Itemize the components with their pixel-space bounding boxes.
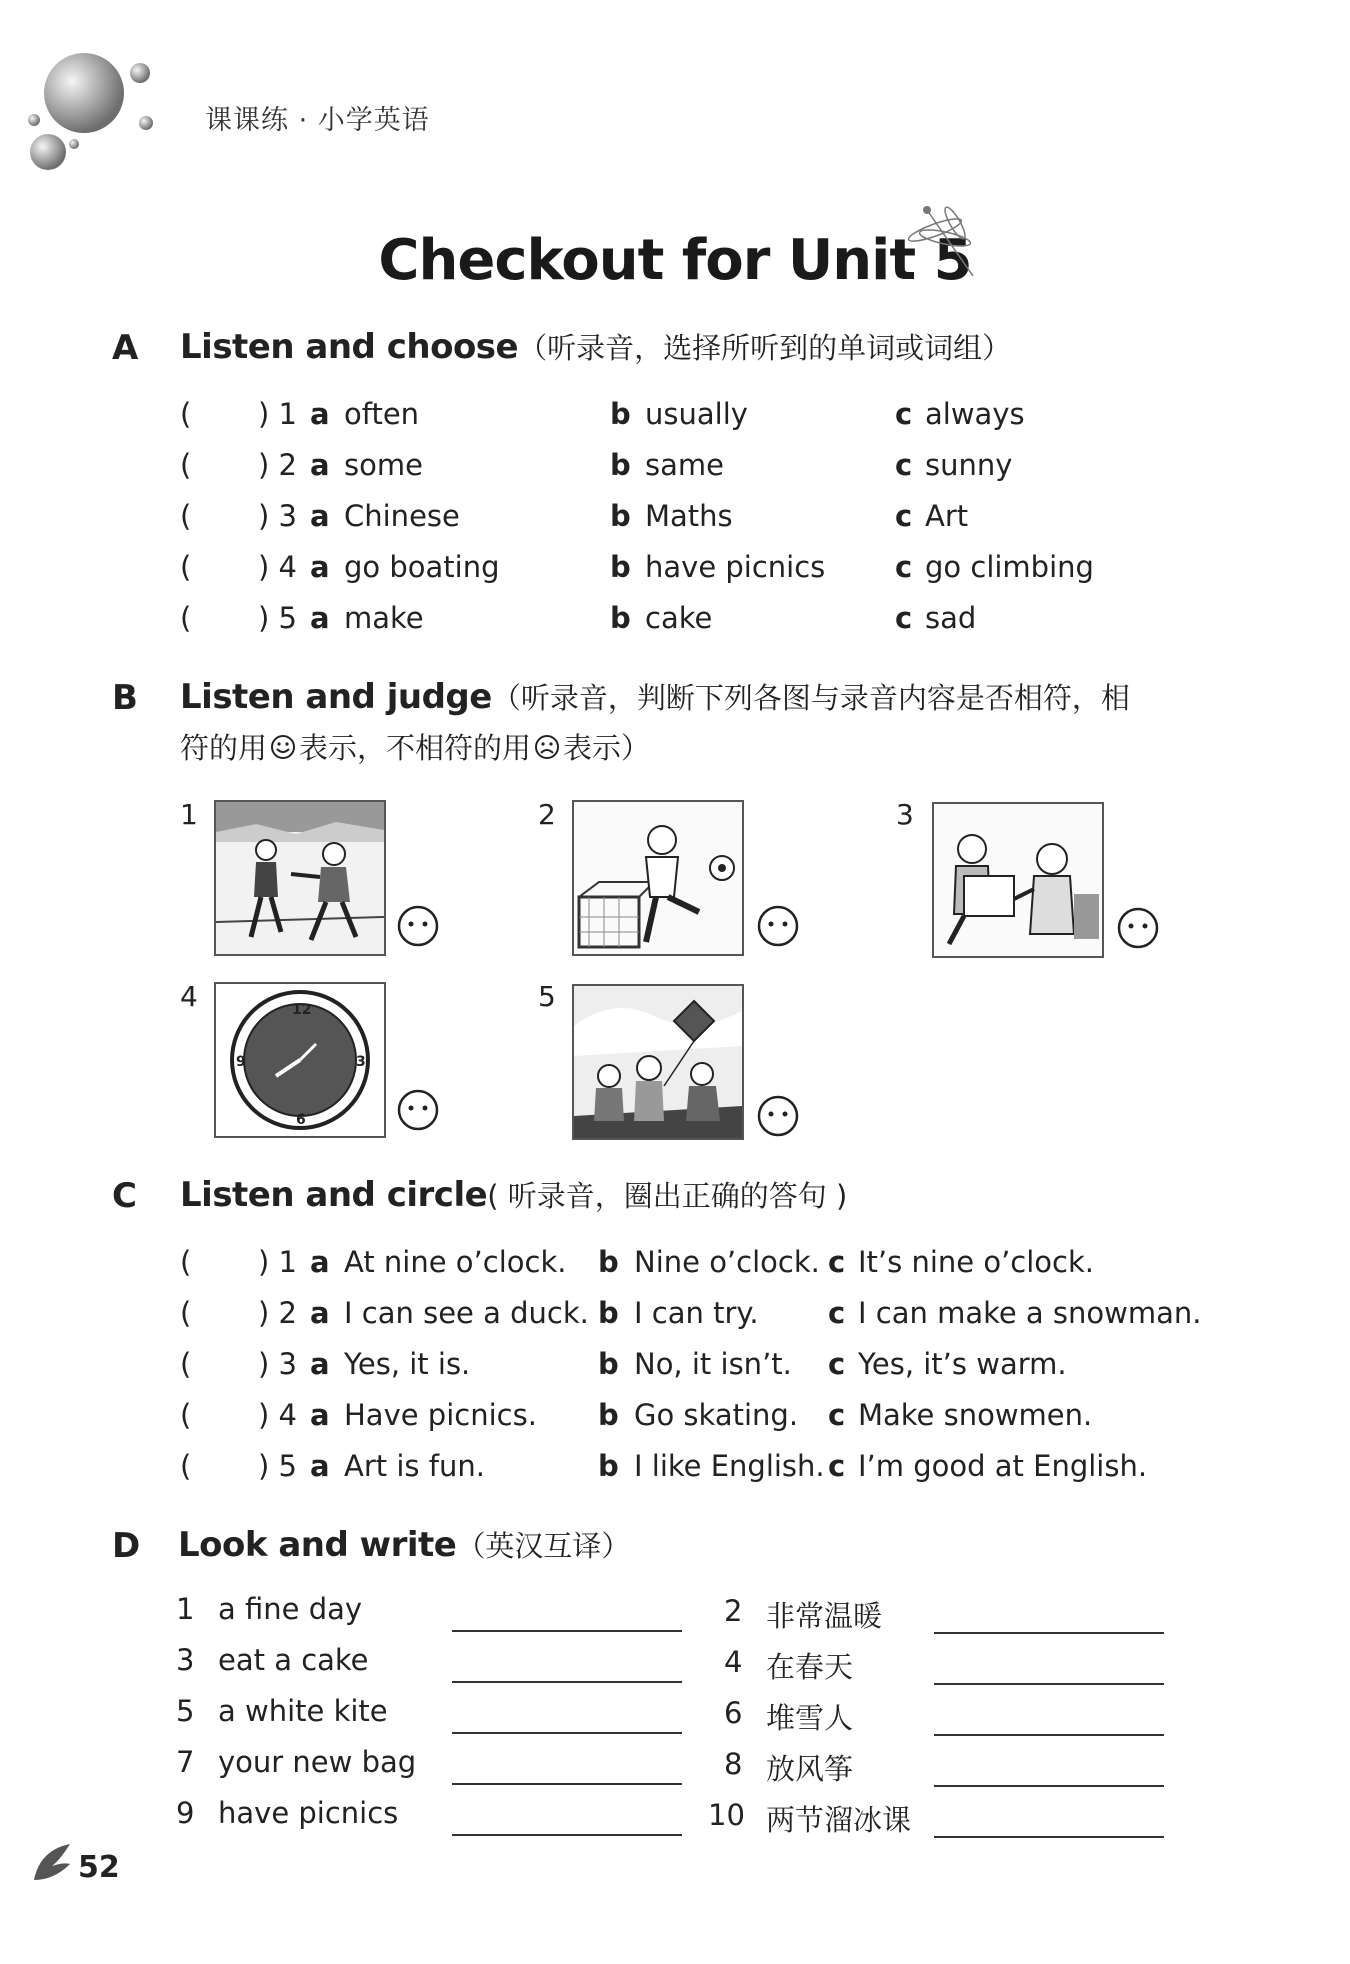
option-c-label: c: [895, 499, 913, 533]
picture-number: 4: [180, 980, 198, 1013]
answer-blank[interactable]: [934, 1785, 1164, 1787]
section-c-item: [0, 1242, 1350, 1282]
answer-paren: (: [180, 1245, 192, 1279]
option-b-text: cake: [645, 601, 713, 635]
section-c-item: [0, 1344, 1350, 1384]
option-c-label: c: [828, 1398, 846, 1432]
neutral-face-icon[interactable]: [1116, 906, 1160, 950]
picture-skating: [214, 800, 386, 956]
option-b-text: No, it isn’t.: [634, 1347, 792, 1381]
neutral-face-icon[interactable]: [396, 904, 440, 948]
option-a-text: Chinese: [344, 499, 460, 533]
section-b-letter: B: [112, 678, 138, 718]
option-c-text: go climbing: [925, 550, 1094, 584]
option-a-text: I can see a duck.: [344, 1296, 589, 1330]
option-a-label: a: [310, 448, 330, 482]
section-c-letter: C: [112, 1176, 137, 1216]
answer-paren: (: [180, 601, 192, 635]
option-b-text: I can try.: [634, 1296, 759, 1330]
section-d-title: Look and write: [178, 1525, 457, 1565]
option-b-label: b: [598, 1296, 619, 1330]
section-d-note: （英汉互译）: [456, 1529, 631, 1563]
picture-number: 5: [538, 980, 556, 1013]
option-a-text: make: [344, 601, 424, 635]
option-a-text: often: [344, 397, 420, 431]
picture-gift: [932, 802, 1104, 958]
section-a-item: [0, 445, 1350, 485]
answer-blank[interactable]: [452, 1783, 682, 1785]
write-item-number: 9: [176, 1796, 195, 1830]
clock-numeral-3: 3: [356, 1054, 366, 1070]
option-b-label: b: [598, 1449, 619, 1483]
item-number: ) 3: [258, 1347, 297, 1381]
option-c-label: c: [828, 1449, 846, 1483]
write-item-text: 非常温暖: [766, 1599, 883, 1633]
item-number: ) 2: [258, 1296, 297, 1330]
write-item-text: eat a cake: [218, 1643, 369, 1677]
write-item-number: 7: [176, 1745, 195, 1779]
bubble-decoration-icon: [22, 48, 172, 178]
clock-numeral-12: 12: [292, 1002, 312, 1018]
section-c-item: [0, 1293, 1350, 1333]
series-title: 课课练 · 小学英语: [205, 105, 430, 136]
option-b-label: b: [610, 550, 631, 584]
section-c-title: Listen and circle: [180, 1175, 488, 1215]
option-b-label: b: [598, 1245, 619, 1279]
answer-paren: (: [180, 550, 192, 584]
write-item-number: 8: [724, 1747, 743, 1781]
write-item-number: 6: [724, 1696, 743, 1730]
write-item-number: 10: [708, 1798, 745, 1832]
section-b-note-part1: 符的用: [180, 731, 268, 765]
section-a-item: [0, 598, 1350, 638]
option-a-text: At nine o’clock.: [344, 1245, 567, 1279]
clock-illustration-icon: [216, 984, 384, 1136]
write-item-text: 在春天: [766, 1650, 854, 1684]
option-a-text: Yes, it is.: [344, 1347, 471, 1381]
option-c-label: c: [828, 1347, 846, 1381]
neutral-face-icon[interactable]: [396, 1088, 440, 1132]
section-a-heading: [180, 326, 1011, 367]
section-a-item: [0, 547, 1350, 587]
section-a-letter: A: [112, 328, 139, 368]
option-b-label: b: [610, 397, 631, 431]
answer-paren: (: [180, 1398, 192, 1432]
option-a-text: Art is fun.: [344, 1449, 485, 1483]
section-b-heading: [180, 676, 1130, 717]
write-item-text: a fine day: [218, 1592, 363, 1626]
clock-numeral-9: 9: [236, 1054, 246, 1070]
answer-blank[interactable]: [934, 1632, 1164, 1634]
section-b-note-part2: 表示，不相符的用: [299, 731, 532, 765]
dragonfly-icon: [905, 198, 985, 288]
write-item-number: 2: [724, 1594, 743, 1628]
picture-number: 2: [538, 798, 556, 831]
section-c-item: [0, 1446, 1350, 1486]
answer-blank[interactable]: [934, 1683, 1164, 1685]
picture-kite: [572, 984, 744, 1140]
option-b-text: same: [645, 448, 724, 482]
answer-paren: (: [180, 1296, 192, 1330]
item-number: ) 4: [258, 1398, 297, 1432]
option-b-text: usually: [645, 397, 748, 431]
item-number: ) 1: [258, 397, 297, 431]
option-a-label: a: [310, 1449, 330, 1483]
option-c-label: c: [895, 397, 913, 431]
answer-blank[interactable]: [934, 1836, 1164, 1838]
write-item-text: 堆雪人: [766, 1701, 854, 1735]
picture-number: 3: [896, 798, 914, 831]
option-a-label: a: [310, 397, 330, 431]
option-c-text: always: [925, 397, 1025, 431]
option-c-text: I can make a snowman.: [858, 1296, 1202, 1330]
option-c-label: c: [828, 1296, 846, 1330]
option-b-label: b: [598, 1398, 619, 1432]
picture-number: 1: [180, 798, 198, 831]
answer-blank[interactable]: [452, 1630, 682, 1632]
answer-blank[interactable]: [452, 1681, 682, 1683]
section-b-note-line1: （听录音，判断下列各图与录音内容是否相符，相: [491, 681, 1130, 715]
answer-blank[interactable]: [452, 1834, 682, 1836]
gift-illustration-icon: [934, 804, 1102, 956]
option-a-text: Have picnics.: [344, 1398, 537, 1432]
picture-clock: [214, 982, 386, 1138]
section-b-note-line2: [180, 726, 650, 767]
option-c-label: c: [895, 601, 913, 635]
item-number: ) 3: [258, 499, 297, 533]
option-a-label: a: [310, 601, 330, 635]
option-c-text: I’m good at English.: [858, 1449, 1148, 1483]
section-a-item: [0, 394, 1350, 434]
item-number: ) 2: [258, 448, 297, 482]
option-c-text: sad: [925, 601, 977, 635]
section-a-item: [0, 496, 1350, 536]
page-title: Checkout for Unit 5: [378, 228, 972, 293]
option-c-text: Yes, it’s warm.: [858, 1347, 1067, 1381]
kite-illustration-icon: [574, 986, 742, 1138]
answer-paren: (: [180, 1449, 192, 1483]
write-item-number: 5: [176, 1694, 195, 1728]
write-item-text: your new bag: [218, 1745, 417, 1779]
neutral-face-icon[interactable]: [756, 904, 800, 948]
option-b-text: Nine o’clock.: [634, 1245, 820, 1279]
option-c-text: sunny: [925, 448, 1013, 482]
option-a-label: a: [310, 1296, 330, 1330]
neutral-face-icon[interactable]: [756, 1094, 800, 1138]
option-a-label: a: [310, 1347, 330, 1381]
answer-paren: (: [180, 499, 192, 533]
football-illustration-icon: [574, 802, 742, 954]
write-item-number: 1: [176, 1592, 195, 1626]
leaf-decoration-icon: [30, 1840, 74, 1884]
option-b-label: b: [610, 448, 631, 482]
option-b-text: have picnics: [645, 550, 826, 584]
page-number: 52: [78, 1850, 120, 1885]
option-c-text: Make snowmen.: [858, 1398, 1093, 1432]
item-number: ) 1: [258, 1245, 297, 1279]
section-d-letter: D: [112, 1526, 141, 1566]
picture-football: [572, 800, 744, 956]
item-number: ) 5: [258, 601, 297, 635]
option-c-label: c: [828, 1245, 846, 1279]
section-c-note: ( 听录音，圈出正确的答句 ): [487, 1179, 848, 1213]
option-a-text: go boating: [344, 550, 500, 584]
option-b-label: b: [610, 499, 631, 533]
answer-paren: (: [180, 1347, 192, 1381]
sad-face-icon: [533, 733, 561, 761]
option-c-text: It’s nine o’clock.: [858, 1245, 1095, 1279]
write-item-number: 3: [176, 1643, 195, 1677]
write-item-text: 放风筝: [766, 1752, 854, 1786]
option-c-label: c: [895, 448, 913, 482]
item-number: ) 5: [258, 1449, 297, 1483]
skating-illustration-icon: [216, 802, 384, 954]
section-a-title: Listen and choose: [180, 327, 519, 367]
answer-paren: (: [180, 397, 192, 431]
option-b-text: I like English.: [634, 1449, 825, 1483]
answer-paren: (: [180, 448, 192, 482]
section-b-title: Listen and judge: [180, 677, 492, 717]
option-b-label: b: [610, 601, 631, 635]
option-a-text: some: [344, 448, 423, 482]
section-a-note: （听录音，选择所听到的单词或词组）: [518, 331, 1012, 365]
option-a-label: a: [310, 1398, 330, 1432]
write-item-number: 4: [724, 1645, 743, 1679]
answer-blank[interactable]: [934, 1734, 1164, 1736]
option-a-label: a: [310, 1245, 330, 1279]
option-b-label: b: [598, 1347, 619, 1381]
section-c-heading: [180, 1174, 847, 1215]
option-c-text: Art: [925, 499, 969, 533]
write-item-text: have picnics: [218, 1796, 399, 1830]
smiley-face-icon: [269, 733, 297, 761]
option-b-text: Go skating.: [634, 1398, 799, 1432]
write-item-text: 两节溜冰课: [766, 1803, 912, 1837]
answer-blank[interactable]: [452, 1732, 682, 1734]
option-a-label: a: [310, 550, 330, 584]
section-b-note-part3: 表示）: [563, 731, 651, 765]
write-item-text: a white kite: [218, 1694, 388, 1728]
section-c-item: [0, 1395, 1350, 1435]
option-b-text: Maths: [645, 499, 733, 533]
clock-numeral-6: 6: [296, 1112, 306, 1128]
section-d-heading: [178, 1524, 630, 1565]
option-a-label: a: [310, 499, 330, 533]
item-number: ) 4: [258, 550, 297, 584]
option-c-label: c: [895, 550, 913, 584]
